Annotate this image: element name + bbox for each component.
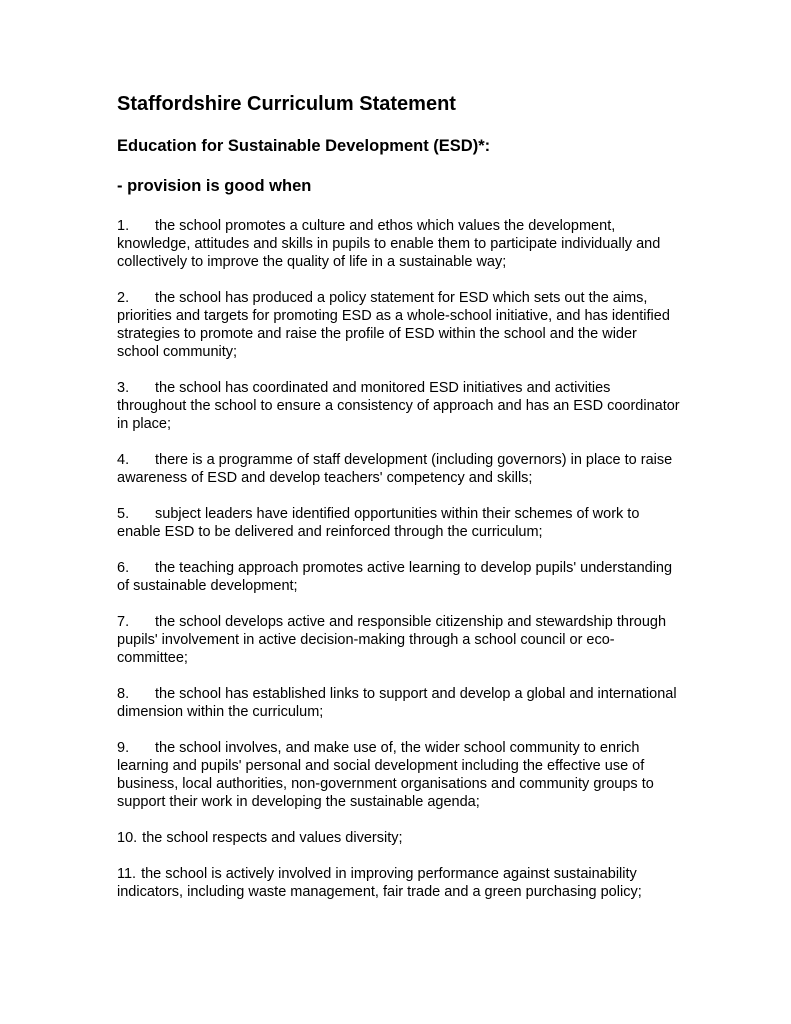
item-text: the school has coordinated and monitored ESD initiatives and activities throughout the school to ensure a consistency of approach and has an ESD coordinator in place; [117,380,680,432]
list-item [117,865,682,901]
item-number: 9. [117,740,130,756]
item-text: the school develops active and responsible citizenship and stewardship through pupils' involvement in active decision-making through a school council or eco-committee; [117,614,667,666]
item-number: 7. [117,614,130,630]
item-text: there is a programme of staff development (including governors) in place to raise awareness of ESD and develop teachers' competency and skills; [117,452,673,486]
list-item [117,289,682,361]
list-item [117,739,682,811]
list-item [117,829,682,847]
item-number: 1. [117,218,130,234]
list-item [117,559,682,595]
item-number: 2. [117,290,130,306]
list-item [117,685,682,721]
provision-heading: - provision is good when [117,177,312,195]
item-number: 6. [117,560,130,576]
item-number: 3. [117,380,130,396]
item-number: 8. [117,686,130,702]
item-number: 4. [117,452,130,468]
item-text: the school has established links to support and develop a global and international dimension within the curriculum; [117,686,677,720]
item-text: subject leaders have identified opportunities within their schemes of work to enable ESD to be delivered and reinforced through the curriculum; [117,506,640,540]
item-text: the teaching approach promotes active learning to develop pupils' understanding of sustainable development; [117,560,673,594]
document-subtitle: Education for Sustainable Development (ESD)*: [117,137,491,155]
list-item [117,505,682,541]
list-item [117,217,682,271]
item-text: the school is actively involved in improving performance against sustainability indicators, including waste management, fair trade and a green purchasing policy; [117,866,642,900]
criteria-list [117,217,682,901]
list-item [117,613,682,667]
list-item [117,451,682,487]
item-text: the school promotes a culture and ethos which values the development, knowledge, attitudes and skills in pupils to enable them to participate individually and collectively to improve the quality of life in a sustainable way; [117,218,661,270]
item-number: 10. [117,830,138,846]
item-text: the school involves, and make use of, the wider school community to enrich learning and pupils' personal and social development including the effective use of business, local authorities, non-government organisations and community groups to support their work in developing the sustainable agenda; [117,740,654,810]
item-number: 5. [117,506,130,522]
item-number: 11. [117,866,137,882]
item-text: the school has produced a policy statement for ESD which sets out the aims, priorities and targets for promoting ESD as a whole-school initiative, and has identified strategies to promote and raise the profile of ESD within the school and the wider school community; [117,290,670,360]
item-text: the school respects and values diversity; [142,830,403,846]
document-title: Staffordshire Curriculum Statement [117,93,456,115]
list-item [117,379,682,433]
document-page [117,92,682,919]
